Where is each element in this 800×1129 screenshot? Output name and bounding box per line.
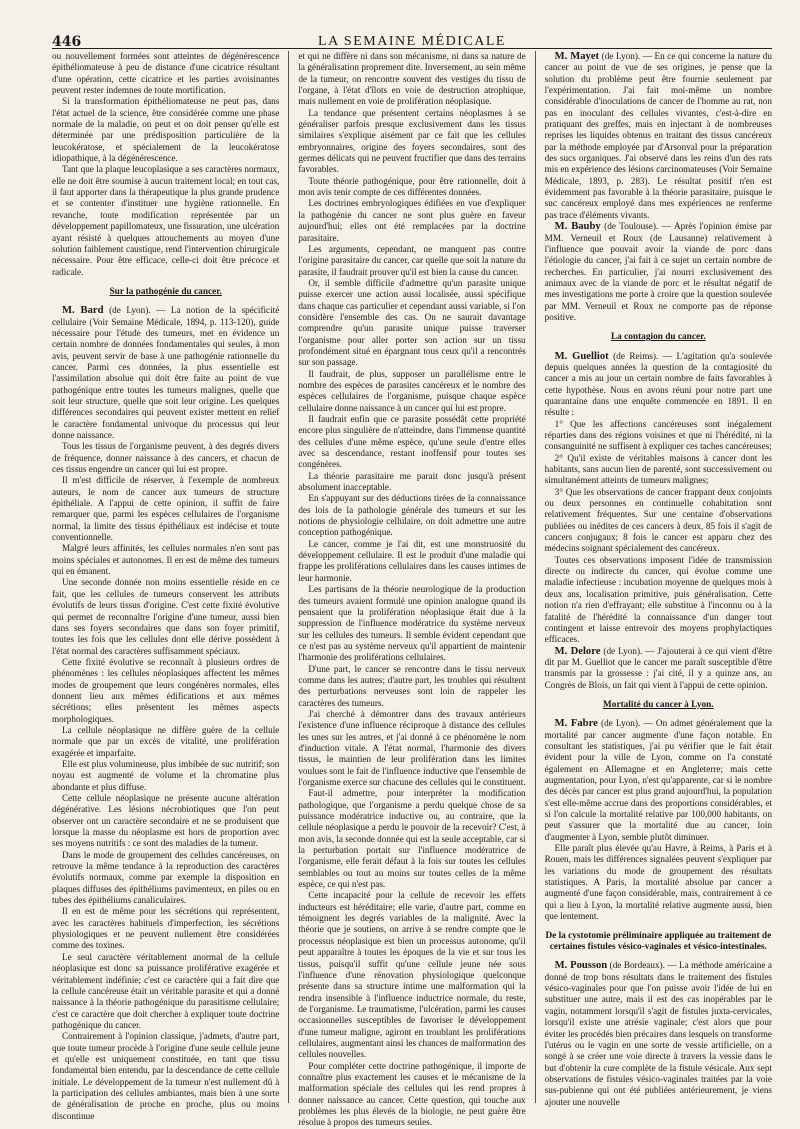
column-3 (535, 51, 772, 1107)
paragraph: Il m'est difficile de réserver, à l'exemple de nombreux auteurs, le nom de cancer aux tumeurs de structure épithéliale. A l'appui de cette opinion, il suffit de faire remarquer que, parmi les espèces cellulaires de l'organisme normal, la limite des tissus épithéliaux est indécise et toute conventionnelle. (52, 475, 280, 543)
paragraph: Cette cellule néoplasique ne présente aucune altération dégénérative. Les lésions nécrobiotiques que l'on peut observer ont un caractère secondaire et ne se produisent que lorsque la masse du néoplasme est hors de proportion avec ses moyens nutritifs : ce sont des maladies de la tumeur. (52, 793, 280, 849)
text-columns (52, 51, 772, 1128)
paragraph: Le cancer, comme je l'ai dit, est une monstruosité du développement cellulaire. Il est le produit d'une maladie qui frappe les proliférations cellulaires dans les causes intimes de leur harmonie. (298, 538, 526, 583)
speaker-name: M. Mayet (554, 51, 600, 62)
paragraph: Si la transformation épithéliomateuse ne peut pas, dans l'état actuel de la science, être considérée comme une phase normale de la maladie, on peut et on doit penser qu'elle est déterminée par une prédisposition particulière de la leucokératose, et spécialement de la leucokératose idiopathique, à la dégénérescence. (52, 96, 280, 164)
speaker-name: M. Guelliot (554, 350, 609, 362)
paragraph: Il faudrait enfin que ce parasite possédât cette propriété encore plus singulière de n'atteindre, dans l'immense quantité des cellules d'une même espèce, qu'une seule d'entre elles avec sa descendance, restant inoffensif pour toutes ses congénères. (298, 414, 526, 470)
speaker-paragraph (545, 51, 772, 221)
page-header (52, 14, 772, 49)
speaker-name: M. Pousson (554, 960, 608, 972)
paragraph: 1° Que les affections cancéreuses sont inégalement réparties dans des régions voisines et que ni l'hérédité, ni la consanguinité ne suffisent à expliquer ces taches cancéreuses; (544, 418, 772, 452)
speaker-text: (de Bordeaux). — La méthode américaine a donné de trop bons résultats dans le traitement des fistules vésico-vaginales pour que l'on puisse avoir l'idée de lui en substituer une autre, mais il est des cas inopérables par le vagin, notamment lorsqu'il s'agit de fistules juxta-cervicales, lorsqu'il existe une atrésie vaginale; c'est alors que pour éviter les procédés bien précaires dans lesquels on transforme l'utérus ou le vagin en une sorte de vessie artificielle, on a songé à se créer une voie directe à travers la vessie dans le but d'obtenir la cure complète de la fistule vésicale. Aux sept observations de fistules vésico-vaginales traitées par la voie sus-pubienne qui ont été publiées antérieurement, je viens ajouter une nouvelle (544, 960, 772, 1107)
speaker-text: (de Lyon). — J'ajouterai à ce qui vient d'être dit par M. Guelliot que le cancer me paraît susceptible d'être transmis par la grossesse : j'ai cité, il y a quinze ans, au Congrès de Blois, un fait qui vient à l'appui de cette opinion. (544, 645, 772, 690)
section-heading: Mortalité du cancer à Lyon. (603, 699, 714, 710)
paragraph: Faut-il admettre, pour interpréter la modification pathologique, que l'organisme a perdu quelque chose de sa puissance modératrice inductive ou, au contraire, que la cellule néoplasique a perdu le pouvoir de la recevoir? C'est, à mon avis, la seconde donnée qui est la seule acceptable, car si la perturbation portait sur l'influence modératrice de l'organisme, elle ferait défaut à la fois sur toutes les cellules semblables ou tout au moins sur toutes celles de la même espèce, ce qui n'est pas. (298, 788, 526, 890)
speaker-text: (de Lyon). — En ce qui concerne la nature du cancer au point de vue de ses origines, je pense que la solution du problème peut être fournie seulement par l'expérimentation. J'ai fait moi-même un nombre considérable d'inoculations de cancer de l'homme au rat, non pas en inoculant des cellules vivantes, c'est-à-dire en pratiquant des greffes, mais en injectant à de nombreuses reprises les liquides obtenus en traitant des tissus cancéreux par la méthode employée par d'Arsonval pour la préparation des sucs organiques. J'ai observé dans les reins d'un des rats mis en expérience des lésions carcinomateuses (Voir Semaine Médicale, 1893, p. 283). Le résultat positif n'en est évidemment pas favorable à la théorie parasitaire, puisque le suc cancéreux employé dans mes expériences ne renferme pas trace d'éléments vivants. (544, 51, 772, 220)
speaker-paragraph (545, 718, 772, 843)
paragraph: Les arguments, cependant, ne manquent pas contre l'origine parasitaire du cancer, car quelle que soit la nature du parasite, il faudrait prouver qu'il est bien la cause du cancer. (298, 243, 526, 277)
paragraph: Cette incapacité pour la cellule de recevoir les effets inducteurs est héréditaire; elle varie, d'autre part, comme en témoignent les degrés variables de la malignité. Avec la théorie que je soutiens, on arrive à se rendre compte que le processus néoplasique est bien un processus autonome, qu'il peut apparaître à toutes les époques de la vie et sur tous les tissus, puisqu'il suffit qu'une cellule jeune née sous l'influence d'une rénovation physiologique quelconque présente dans sa structure intime une malformation qui la rendra insensible à l'influence inductrice normale, du reste, de l'organisme. Le traumatisme, l'ulcération, parmi les causes occasionnelles susceptibles de favoriser le développement d'une tumeur maligne, agiront en troublant les proliférations cellulaires, augmentant ainsi les chances de malformation des cellules nouvelles. (298, 890, 526, 1060)
paragraph: 2° Qu'il existe de véritables maisons à cancer dont les habitants, sans aucun lien de parenté, sont successivement ou simultanément atteints de tumeurs malignes; (544, 452, 772, 486)
speaker-text: (de Reims). — L'agitation qu'a soulevée depuis quelques années la question de la contagiosité du cancer a mis au jour un certain nombre de faits favorables à cette hypothèse. Nous en avons réuni pour notre part une quarantaine dans une enquête commencée en 1891. Il en résulte : (544, 350, 772, 418)
paragraph: Il en est de même pour les sécrétions qui représentent, avec les caractères habituels d'imperfection, les sécrétions physiologiques et ne peuvent nullement être considérées comme des toxines. (52, 906, 280, 951)
paragraph: Toutes ces observations imposent l'idée de transmission directe ou indirecte du cancer, qui évolue comme une maladie infectieuse : incubation moyenne de quelques mois à deux ans, localisation primitive, puis généralisation. Cette notion n'a rien d'effrayant; elle substitue à l'inconnu ou à la fatalité de l'hérédité la connaissance d'un danger tout contingent et laisse entrevoir des moyens prophylactiques efficaces. (544, 554, 772, 645)
speaker-name: M. Delore (554, 645, 601, 657)
speaker-paragraph (52, 305, 279, 441)
paragraph: Or, il semble difficile d'admettre qu'un parasite unique puisse exercer une action aussi localisée, aussi spécifique dans chaque cas particulier et cependant aussi variable, si l'on considère l'ensemble des cas. On ne saurait davantage comprendre qu'un parasite unique puisse traverser l'organisme pour aller porter son action sur un tissu profondément situé en épargnant tous ceux qu'il a rencontrés sur son passage. (298, 277, 526, 368)
speaker-text: (de Toulouse). — Après l'opinion émise par MM. Verneuil et Roux (de Lausanne) relativement à l'influence que pouvait avoir la viande de porc dans l'étiologie du cancer, j'ai fait à ce sujet un certain nombre de recherches. En particulier, j'ai nourri exclusivement des animaux avec de la viande de porc et le résultat négatif de mes investigations me porte à croire que la question soulevée par MM. Verneuil et Roux ne comporte pas de réponse positive. (544, 221, 772, 322)
paragraph: Toute théorie pathogénique, pour être rationnelle, doit à mon avis tenir compte de ces différentes données. (298, 175, 526, 198)
paragraph: J'ai cherché à démontrer dans des travaux antérieurs l'existence d'une influence réciproque à distance des cellules les unes sur les autres, et j'ai donné à ce phénomène le nom d'induction vitale. A l'état normal, l'harmonie des divers tissus, le maintien de leur prolifération dans les limites voulues sont le fait de l'influence inductive que l'ensemble de l'organisme exerce sur chacune des cellules qui le constituent. (298, 708, 526, 787)
speaker-text: (de Lyon). — La notion de la spécificité cellulaire (Voir Semaine Médicale, 1894, p. 113-120), guide nécessaire pour l'étude des tumeurs, met en évidence un certain nombre de données fondamentales qui seules, à mon avis, peuvent servir de base à une pathogénie rationnelle du cancer. Parmi ces données, la plus essentielle est l'assimilation absolue qui doit être faite au point de vue pathogénique entre toutes les tumeurs malignes, quelle que soit leur structure, quelle que soit leur origine. Les quelques différences secondaires qui peuvent exister mettent en relief le caractère fondamental univoque du processus qui leur donne naissance. (52, 305, 280, 440)
section-heading: De la cystotomie préliminaire appliquée au traitement de certaines fistules vésico-vaginales et vésico-intestinales. (545, 931, 772, 953)
section-heading: Sur la pathogénie du cancer. (109, 286, 222, 297)
journal-title: LA SEMAINE MÉDICALE (318, 34, 506, 49)
paragraph: La tendance que présentent certains néoplasmes à se généraliser parfois presque exclusivement dans les tissus similaires s'explique aisément par ce fait que les cellules embryonnaires, origine des foyers secondaires, sont des germes délicats qui ne peuvent fructifier que dans des terrains favorables. (298, 107, 526, 175)
speaker-paragraph (545, 221, 772, 323)
paragraph: Elle est plus volumineuse, plus imbibée de suc nutritif; son noyau est augmenté de volume et la chromatine plus abondante et plus diffuse. (52, 758, 280, 792)
paragraph: Tant que la plaque leucoplasique a ses caractères normaux, elle ne doit être soumise à aucun traitement local; en tout cas, il faut apporter dans la thérapeutique la plus grande prudence et se contenter d'instituer une hygiène rationnelle. En revanche, toute modification représentée par un développement papillomateux, une fissuration, une ulcération ayant résisté à quelques attouchements au moyen d'une solution faiblement caustique, rend l'intervention chirurgicale nécessaire. Pour être efficace, celle-ci doit être précoce et radicale. (52, 164, 280, 277)
paragraph: Les partisans de la théorie neurologique de la production des tumeurs avaient formulé une opinion analogue quand ils pensaient que la prolifération néoplasique était due à la suppression de l'influence modératrice du système nerveux sur les cellules des tumeurs. Il semble évident cependant que ce n'est pas au système nerveux qu'il appartient de maintenir l'harmonie des proliférations cellulaires. (298, 584, 526, 663)
paragraph: Malgré leurs affinités, les cellules normales n'en sont pas moins spéciales et autonomes. Il en est de même des tumeurs qui en émanent. (52, 543, 280, 577)
paragraph: Elle paraît plus élevée qu'au Havre, à Reims, à Paris et à Rouen, mais les différences signalées peuvent s'expliquer par les variations du mode de groupement des résultats statistiques. A Paris, la mortalité absolue par cancer a augmenté d'une façon considérable, mais, contrairement à ce qui a lieu à Lyon, la mortalité relative augmente aussi, bien que lentement. (544, 843, 772, 922)
paragraph: En s'appuyant sur des déductions tirées de la connaissance des lois de la pathologie générale des tumeurs et sur les notions de physiologie cellulaire, on doit admettre une autre conception pathogénique. (298, 493, 526, 538)
paragraph: ou nouvellement formées sont atteintes de dégénérescence épithéliomateuse à peu de distance d'une cicatrice résultant d'une opération, cette cicatrice et les parties avoisinantes peuvent rester indemnes de toute mortification. (52, 51, 280, 96)
speaker-name: M. Bauby (554, 221, 601, 233)
paragraph: et qui ne diffère ni dans son mécanisme, ni dans sa nature de la généralisation proprement dite. Inversement, au sein même de la tumeur, on rencontre souvent des vestiges du tissu de l'organe, à l'état d'îlots en voie de destruction atrophique, mais nullement en voie de prolifération néoplasique. (298, 51, 526, 107)
paragraph: Une seconde donnée non moins essentielle réside en ce fait, que les cellules de tumeurs conservent les attributs évolutifs de leurs tissus d'origine. C'est cette fixité évolutive qui permet de reconnaître l'origine d'une tumeur, aussi bien dans ses foyers secondaires que dans son foyer primitif, toutes les fois que les cellules dont elle dérive possèdent à l'état normal des caractères suffisamment spéciaux. (52, 577, 280, 656)
paragraph: Pour compléter cette doctrine pathogénique, il importe de connaître plus exactement les causes et le mécanisme de la malformation spéciale des cellules qui les rend propres à donner naissance au cancer. Cette question, qui touche aux problèmes les plus élevés de la biologie, ne peut guère être résolue à propos des tumeurs seules. (298, 1060, 526, 1128)
paragraph: Le seul caractère véritablement anormal de la cellule néoplasique est donc sa puissance proliférative exagérée et véritablement indéfinie; c'est ce caractère qui a fait dire que la cellule cancéreuse était un véritable parasite et qui a donné naissance à la théorie pathogénique du parasitisme cellulaire; c'est ce caractère que doit chercher à expliquer toute doctrine pathogénique du cancer. (52, 951, 280, 1030)
paragraph: La cellule néoplasique ne diffère guère de la cellule normale que par un excès de vitalité, une prolifération exagérée et imparfaite. (52, 724, 280, 758)
paragraph: D'une part, le cancer se rencontre dans le tissu nerveux comme dans les autres; d'autre part, les troubles qui résultent des perturbations nerveuses sont loin de rappeler les caractères des tumeurs. (298, 663, 526, 708)
paragraph: Il faudrait, de plus, supposer un parallélisme entre le nombre des espèces de parasites cancéreux et le nombre des espèces cellulaires de l'organisme, puisque chaque espèce cellulaire donne naissance à un cancer qui lui est propre. (298, 368, 526, 413)
paragraph: 3° Que les observations de cancer frappant deux conjoints ou deux personnes en continuelle cohabitation sont relativement fréquentes. Sur une centaine d'observations publiées ou inédites de ces cancers à deux, 85 fois il s'agit de cancers conjugaux; 8 fois le cancer est apparu chez des médecins soignant spécialement des cancéreux. (544, 486, 772, 554)
paragraph: Les doctrines embryologiques édifiées en vue d'expliquer la pathogénie du cancer ne sont plus guère en faveur aujourd'hui; elles ont été remplacées par la doctrine parasitaire. (298, 198, 526, 243)
paragraph: La théorie parasitaire me parait donc jusqu'à présent absolument inacceptable. (298, 470, 526, 493)
speaker-text: (de Lyon). — On admet généralement que la mortalité par cancer augmente d'une façon notable. En consultant les statistiques, j'ai pu vérifier que le fait était évident pour la ville de Lyon, comme on l'a constaté également en Allemagne et en Angleterre; mais cette augmentation, pour Lyon, n'est qu'apparente, car si le nombre des décès par cancer est plus grand aujourd'hui, la population s'est elle-même accrue dans des proportions considérables, et si l'on calcule la mortalité relative par 100,000 habitants, on peut s'assurer que la mortalité due au cancer, loin d'augmenter à Lyon, semble plutôt diminuer. (544, 718, 772, 842)
paragraph: Cette fixité évolutive se reconnaît à plusieurs ordres de phénomènes : les cellules néoplasiques affectent les mêmes modes de groupement que leurs congénères normales, elles donnent lieu aux mêmes édifications et aux mêmes sécrétions; elles présentent les mêmes aspects morphologiques. (52, 656, 280, 724)
page-number: 446 (52, 34, 82, 50)
speaker-paragraph (545, 960, 772, 1107)
section-heading: La contagion du cancer. (610, 332, 706, 343)
paragraph: Contrairement à l'opinion classique, j'admets, d'autre part, que toute tumeur procède à l'origine d'une seule cellule jeune et qu'elle est uniquement constituée, en tant que tissu fondamental bien entendu, par la descendance de cette cellule initiale. Le développement de la tumeur n'est nullement dû à la participation des cellules ambiantes, mais bien à une sorte de généralisation de proche en proche, plus ou moins discontinue (52, 1031, 280, 1121)
speaker-name: M. Fabre (554, 718, 598, 730)
paragraph: Tous les tissus de l'organisme peuvent, à des degrés divers de fréquence, donner naissance à des cancers, et chacun de ces tissus engendre un cancer qui lui est propre. (52, 441, 280, 475)
column-2 (288, 51, 534, 1128)
speaker-paragraph (545, 351, 772, 419)
speaker-paragraph (545, 646, 772, 691)
column-1 (52, 51, 288, 1121)
paragraph: Dans le mode de groupement des cellules cancéreuses, on retrouve la même tendance à la reproduction des caractères évolutifs normaux, comme par exemple la disposition en plaques diffuses des épithéliums pavimenteux, en piles ou en tubes des épithéliums canaliculaires. (52, 849, 280, 906)
speaker-name: M. Bard (62, 305, 104, 317)
